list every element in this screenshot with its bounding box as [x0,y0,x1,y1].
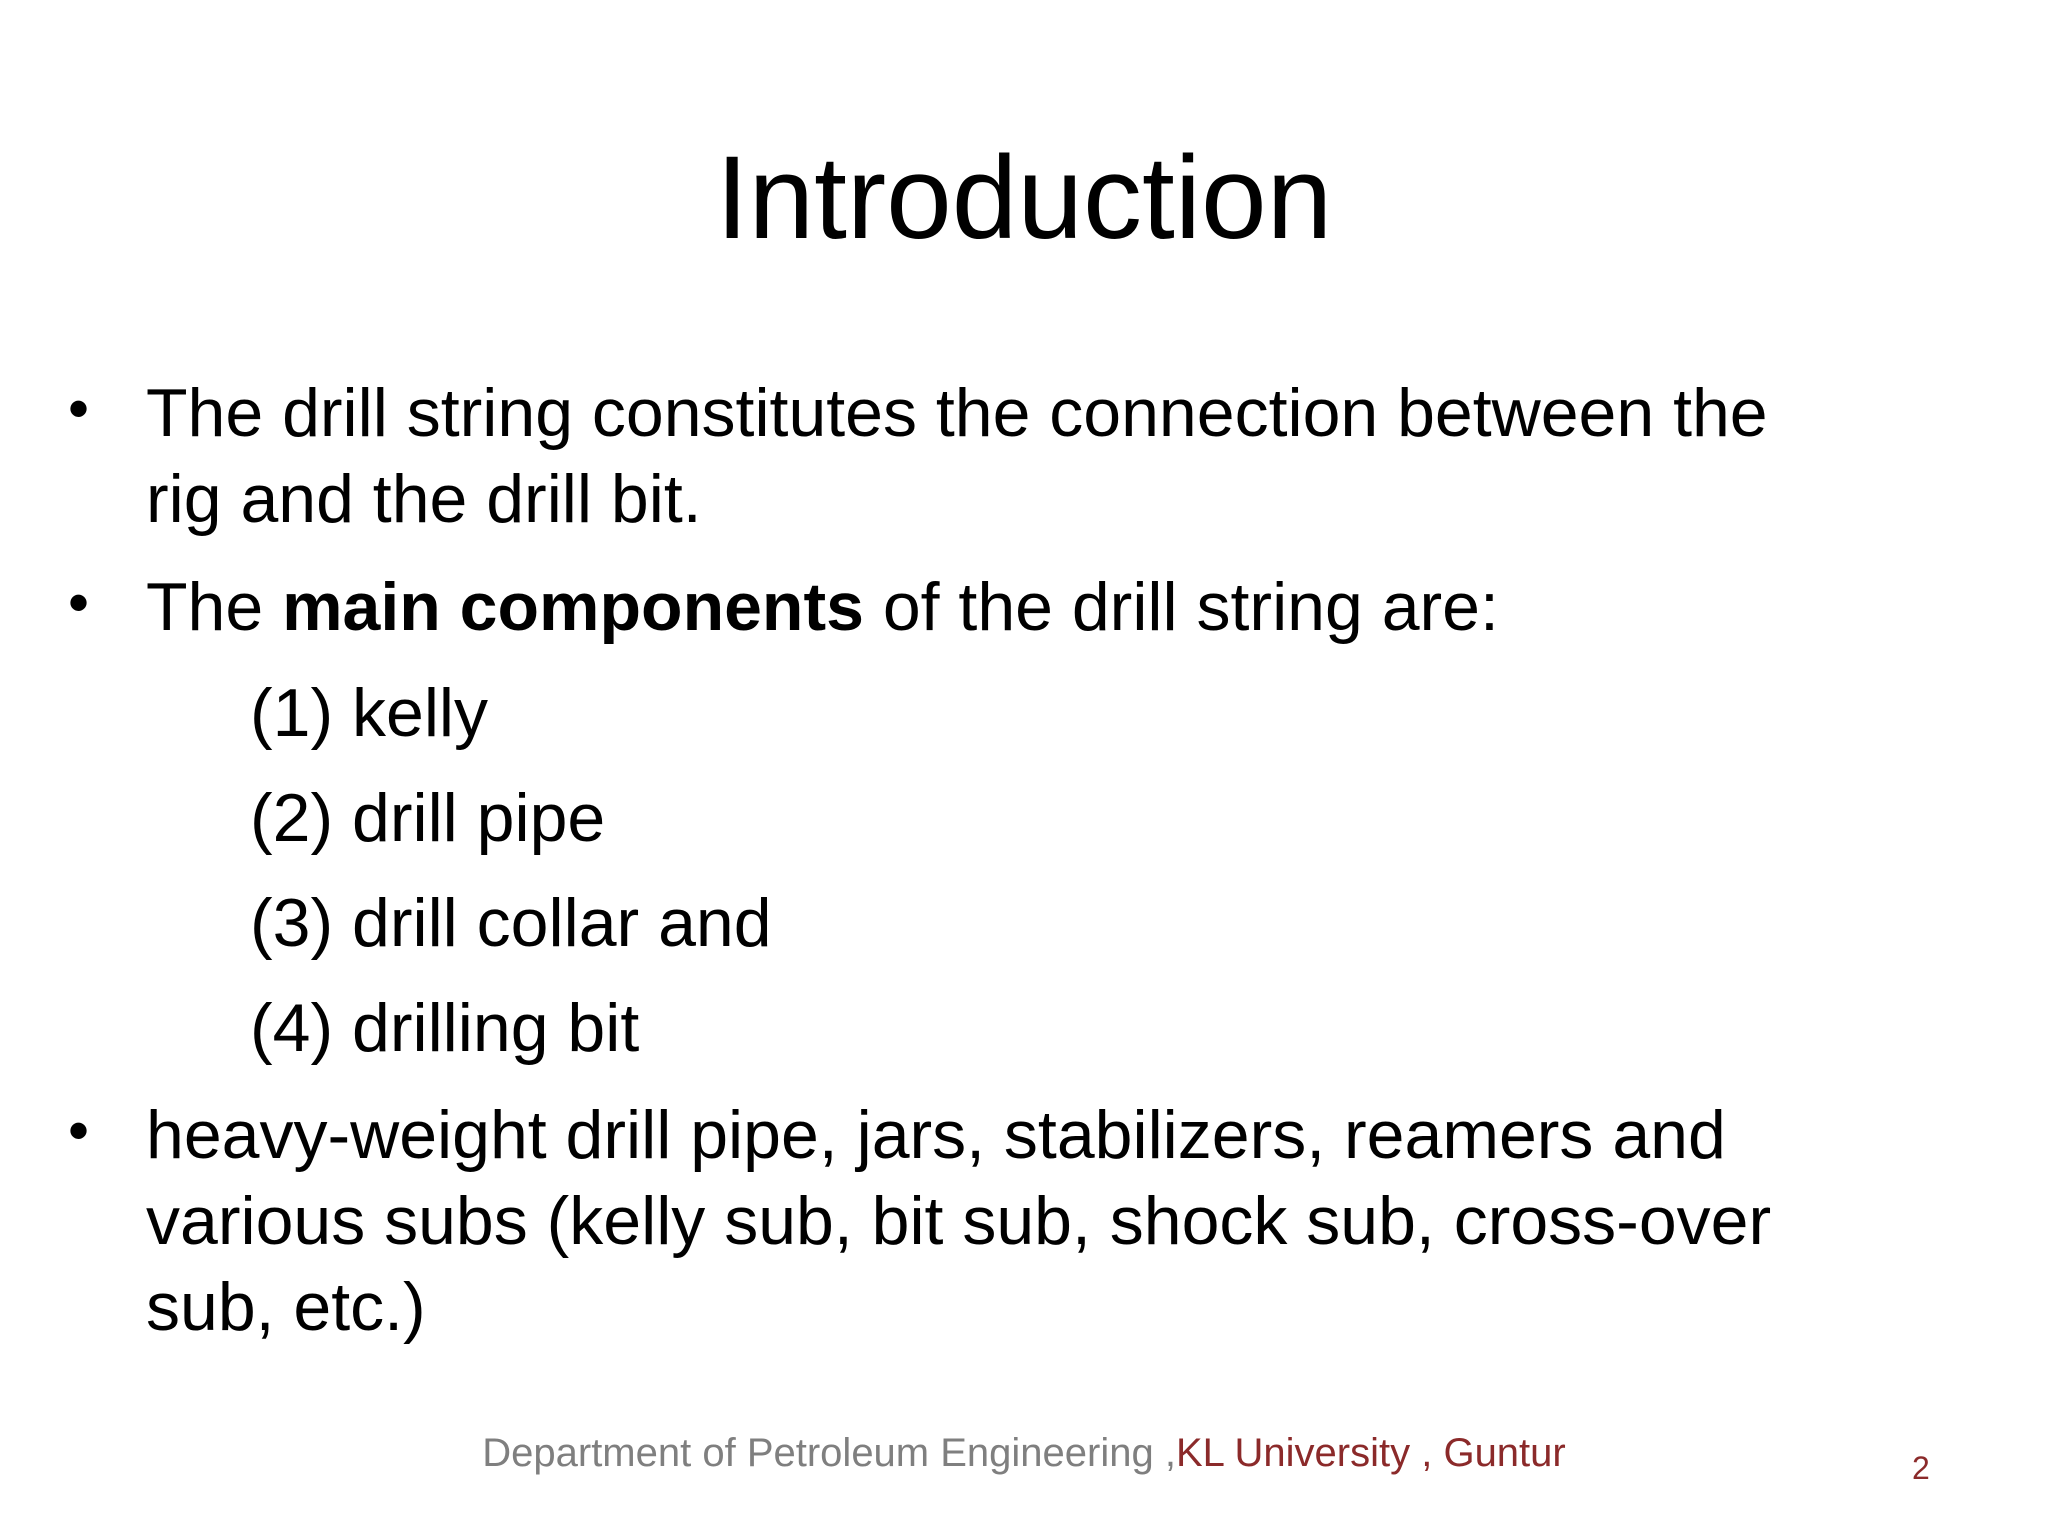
bullet-3-line-3: sub, etc.) [146,1269,426,1345]
bullet-icon: • [68,1097,90,1164]
footer-department: Department of Petroleum Engineering , [482,1431,1176,1475]
page-number: 2 [1912,1450,1930,1486]
sub-item-drill-collar: (3) drill collar and [250,885,772,961]
bullet-3-line-1: heavy-weight drill pipe, jars, stabilizers, reamers and [146,1097,1726,1173]
bullet-1-line-2: rig and the drill bit. [146,461,702,537]
bullet-2-suffix: of the drill string are: [863,569,1499,645]
sub-item-kelly: (1) kelly [250,675,489,751]
bullet-3-line-2: various subs (kelly sub, bit sub, shock sub, cross-over [146,1183,1772,1259]
bullet-2-line [146,564,1499,650]
bullet-2-prefix: The [146,569,283,645]
bullet-icon: • [68,569,90,636]
bullet-2-bold-text: main components [282,569,864,645]
slide-title: Introduction [715,132,1333,264]
bullet-1-line-1: The drill string constitutes the connection between the [146,375,1768,451]
bullet-icon: • [68,375,90,442]
sub-item-drilling-bit: (4) drilling bit [250,990,640,1066]
slide-footer [0,1428,2048,1478]
footer-university: KL University , Guntur [1175,1431,1566,1475]
sub-item-drill-pipe: (2) drill pipe [250,780,606,856]
